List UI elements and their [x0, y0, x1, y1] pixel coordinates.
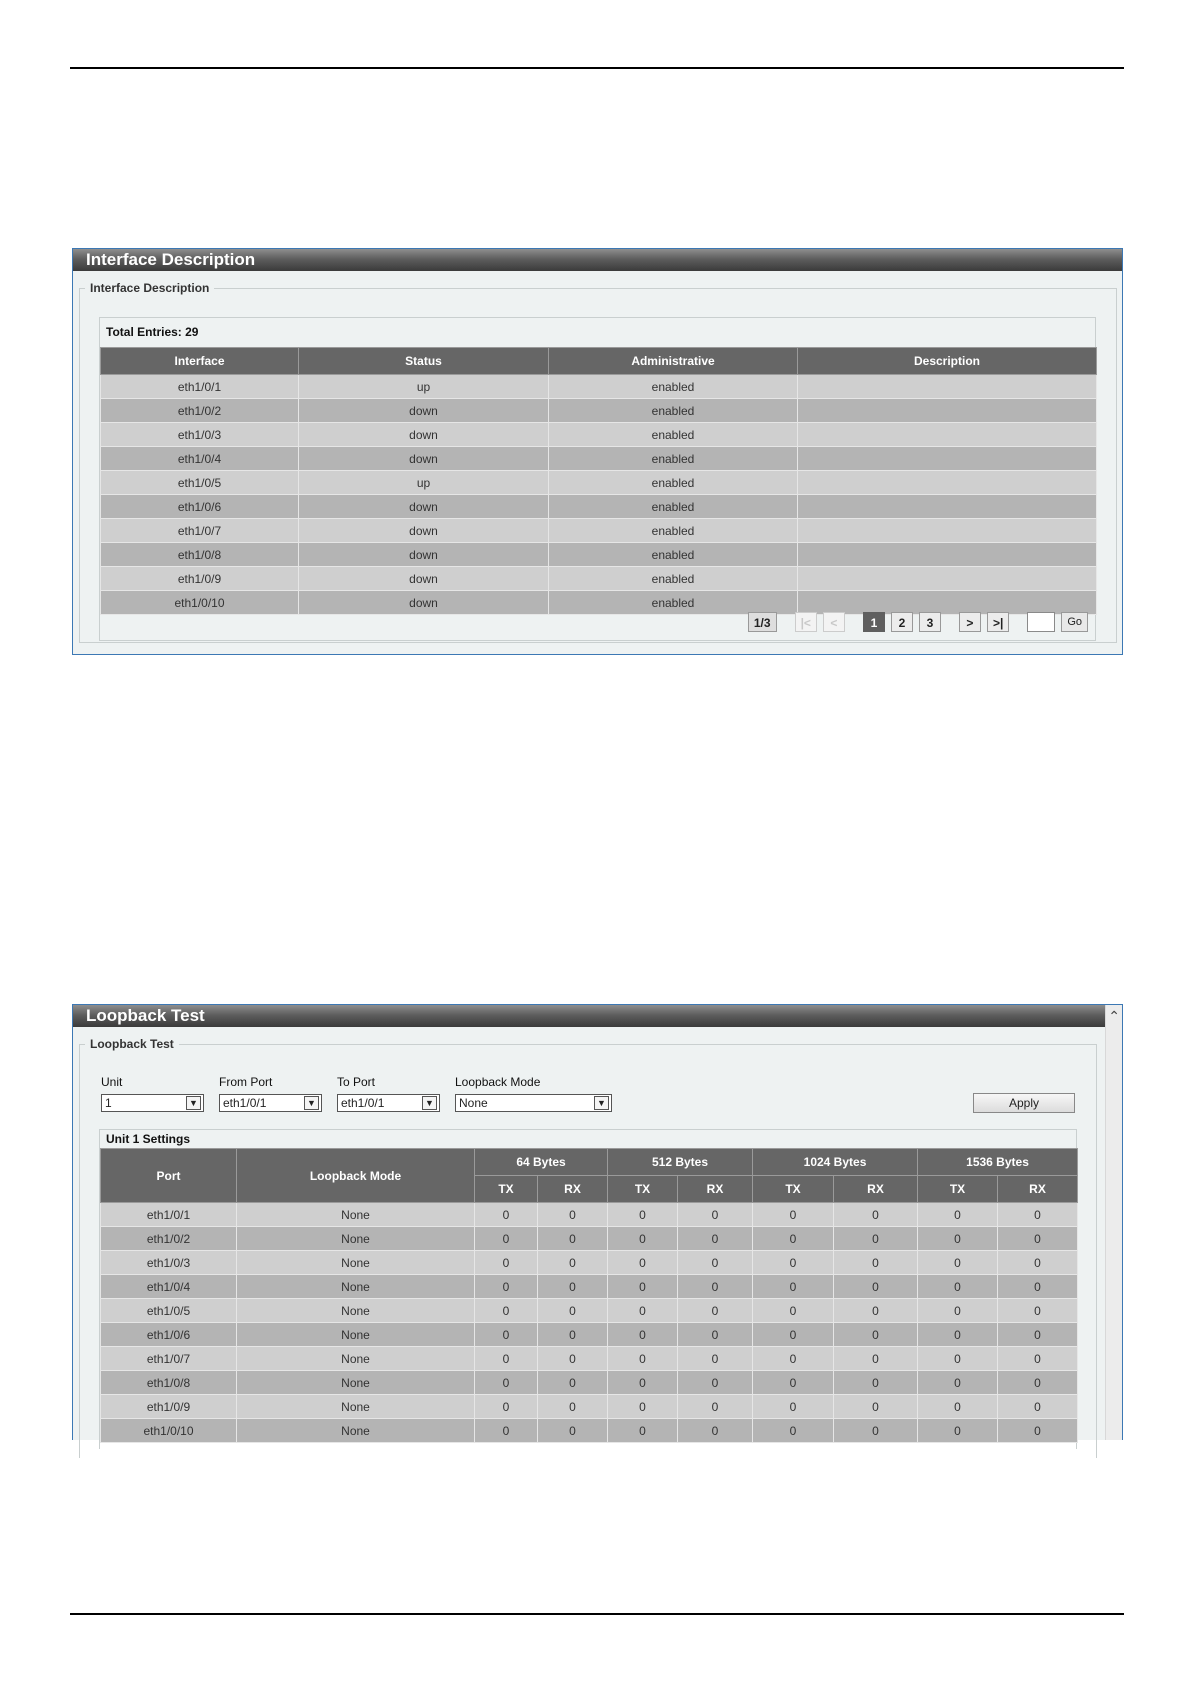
rx-1536-cell: 0: [998, 1419, 1078, 1443]
loopback-mode-select-value: None: [459, 1096, 488, 1110]
description-cell: [798, 543, 1097, 567]
group-header-1536-bytes: 1536 Bytes: [918, 1149, 1078, 1176]
port-cell: eth1/0/1: [101, 1203, 237, 1227]
interface-cell: eth1/0/3: [101, 423, 299, 447]
interface-cell: eth1/0/6: [101, 495, 299, 519]
administrative-cell: enabled: [549, 591, 798, 615]
tx-64-cell: 0: [475, 1347, 538, 1371]
pagination: [748, 612, 1088, 632]
tx-1536-cell: 0: [918, 1227, 998, 1251]
column-header-description: Description: [798, 348, 1097, 375]
loopback-mode-cell: None: [237, 1347, 475, 1371]
rx-1536-cell: 0: [998, 1299, 1078, 1323]
status-cell: down: [299, 519, 549, 543]
port-cell: eth1/0/4: [101, 1275, 237, 1299]
rx-512-cell: 0: [678, 1395, 753, 1419]
page-button-3[interactable]: 3: [919, 612, 941, 632]
total-entries: Total Entries: 29: [106, 325, 199, 339]
page-button-1[interactable]: 1: [863, 612, 885, 632]
tx-64-cell: 0: [475, 1419, 538, 1443]
loopback-mode-cell: None: [237, 1275, 475, 1299]
table-row: [101, 1323, 1078, 1347]
tx-512-cell: 0: [608, 1203, 678, 1227]
description-cell: [798, 591, 1097, 615]
to-port-select-value: eth1/0/1: [341, 1096, 385, 1110]
tx-512-cell: 0: [608, 1347, 678, 1371]
tx-1024-cell: 0: [753, 1299, 834, 1323]
description-cell: [798, 567, 1097, 591]
group-header-64-bytes: 64 Bytes: [475, 1149, 608, 1176]
page-info: 1/3: [748, 612, 777, 632]
table-row: [101, 1203, 1078, 1227]
unit-select-value: 1: [105, 1096, 112, 1110]
rx-1024-cell: 0: [834, 1395, 918, 1419]
port-cell: eth1/0/10: [101, 1419, 237, 1443]
status-cell: down: [299, 543, 549, 567]
apply-button[interactable]: Apply: [973, 1093, 1075, 1113]
tx-column-header: TX: [608, 1176, 678, 1203]
tx-64-cell: 0: [475, 1227, 538, 1251]
tx-1024-cell: 0: [753, 1251, 834, 1275]
administrative-cell: enabled: [549, 543, 798, 567]
loopback-mode-cell: None: [237, 1227, 475, 1251]
rx-1024-cell: 0: [834, 1203, 918, 1227]
tx-64-cell: 0: [475, 1299, 538, 1323]
administrative-cell: enabled: [549, 495, 798, 519]
unit-settings-box: [99, 1129, 1077, 1449]
loopback-mode-cell: None: [237, 1203, 475, 1227]
tx-column-header: TX: [475, 1176, 538, 1203]
panel-title: Interface Description: [73, 249, 1122, 271]
column-header-status: Status: [299, 348, 549, 375]
loopback-mode-select[interactable]: [455, 1094, 612, 1112]
status-cell: down: [299, 591, 549, 615]
table-row: [101, 1371, 1078, 1395]
tx-512-cell: 0: [608, 1227, 678, 1251]
table-row: [101, 399, 1097, 423]
rx-64-cell: 0: [538, 1227, 608, 1251]
to-port-select[interactable]: [337, 1094, 440, 1112]
rx-1024-cell: 0: [834, 1347, 918, 1371]
administrative-cell: enabled: [549, 471, 798, 495]
loopback-mode-label: Loopback Mode: [455, 1075, 541, 1089]
rx-512-cell: 0: [678, 1299, 753, 1323]
interface-cell: eth1/0/4: [101, 447, 299, 471]
rx-64-cell: 0: [538, 1251, 608, 1275]
tx-1024-cell: 0: [753, 1371, 834, 1395]
rx-1536-cell: 0: [998, 1347, 1078, 1371]
administrative-cell: enabled: [549, 375, 798, 399]
port-column-header: Port: [101, 1149, 237, 1203]
tx-512-cell: 0: [608, 1419, 678, 1443]
to-port-label: To Port: [337, 1075, 376, 1089]
unit-settings-label: Unit 1 Settings: [106, 1132, 191, 1146]
description-cell: [798, 519, 1097, 543]
chevron-up-icon[interactable]: ⌃: [1108, 1008, 1120, 1024]
tx-1024-cell: 0: [753, 1347, 834, 1371]
rx-1024-cell: 0: [834, 1371, 918, 1395]
loopback-mode-cell: None: [237, 1371, 475, 1395]
administrative-cell: enabled: [549, 519, 798, 543]
page-button-2[interactable]: 2: [891, 612, 913, 632]
tx-64-cell: 0: [475, 1323, 538, 1347]
description-cell: [798, 399, 1097, 423]
administrative-cell: enabled: [549, 567, 798, 591]
rx-512-cell: 0: [678, 1251, 753, 1275]
table-row: [101, 471, 1097, 495]
loopback-table: [100, 1148, 1078, 1443]
table-row: [101, 591, 1097, 615]
tx-column-header: TX: [918, 1176, 998, 1203]
page-number-input[interactable]: [1027, 612, 1055, 632]
tx-1536-cell: 0: [918, 1347, 998, 1371]
administrative-cell: enabled: [549, 399, 798, 423]
rx-512-cell: 0: [678, 1371, 753, 1395]
interface-table-box: [99, 317, 1096, 641]
port-cell: eth1/0/8: [101, 1371, 237, 1395]
tx-1536-cell: 0: [918, 1323, 998, 1347]
vertical-scrollbar[interactable]: [1105, 1005, 1122, 1440]
rx-1536-cell: 0: [998, 1227, 1078, 1251]
tx-64-cell: 0: [475, 1395, 538, 1419]
tx-1536-cell: 0: [918, 1275, 998, 1299]
rx-column-header: RX: [998, 1176, 1078, 1203]
table-row: [101, 1395, 1078, 1419]
tx-1536-cell: 0: [918, 1299, 998, 1323]
loopback-mode-cell: None: [237, 1419, 475, 1443]
table-row: [101, 567, 1097, 591]
loopback-mode-cell: None: [237, 1395, 475, 1419]
rx-512-cell: 0: [678, 1227, 753, 1251]
description-cell: [798, 375, 1097, 399]
page-top-rule: [70, 67, 1124, 69]
table-row: [101, 1275, 1078, 1299]
port-cell: eth1/0/7: [101, 1347, 237, 1371]
rx-512-cell: 0: [678, 1203, 753, 1227]
rx-1536-cell: 0: [998, 1371, 1078, 1395]
chevron-down-icon: ▼: [186, 1096, 201, 1110]
tx-1536-cell: 0: [918, 1395, 998, 1419]
interface-description-panel: [72, 248, 1123, 655]
tx-1536-cell: 0: [918, 1203, 998, 1227]
column-header-administrative: Administrative: [549, 348, 798, 375]
tx-column-header: TX: [753, 1176, 834, 1203]
tx-64-cell: 0: [475, 1203, 538, 1227]
table-row: [101, 375, 1097, 399]
tx-1536-cell: 0: [918, 1251, 998, 1275]
from-port-select-value: eth1/0/1: [223, 1096, 267, 1110]
rx-512-cell: 0: [678, 1323, 753, 1347]
page-bottom-rule: [70, 1613, 1124, 1615]
rx-64-cell: 0: [538, 1347, 608, 1371]
tx-512-cell: 0: [608, 1371, 678, 1395]
rx-1024-cell: 0: [834, 1227, 918, 1251]
tx-1536-cell: 0: [918, 1371, 998, 1395]
loopback-mode-cell: None: [237, 1323, 475, 1347]
status-cell: down: [299, 567, 549, 591]
tx-64-cell: 0: [475, 1275, 538, 1299]
last-page-button[interactable]: >|: [987, 612, 1009, 632]
column-header-interface: Interface: [101, 348, 299, 375]
go-button[interactable]: Go: [1061, 612, 1088, 632]
table-row: [101, 423, 1097, 447]
rx-column-header: RX: [538, 1176, 608, 1203]
table-row: [101, 519, 1097, 543]
port-cell: eth1/0/2: [101, 1227, 237, 1251]
table-row: [101, 1227, 1078, 1251]
unit-select[interactable]: [101, 1094, 204, 1112]
unit-label: Unit: [101, 1075, 123, 1089]
group-header-1024-bytes: 1024 Bytes: [753, 1149, 918, 1176]
description-cell: [798, 471, 1097, 495]
rx-1024-cell: 0: [834, 1251, 918, 1275]
rx-1536-cell: 0: [998, 1203, 1078, 1227]
rx-1536-cell: 0: [998, 1251, 1078, 1275]
next-page-button[interactable]: >: [959, 612, 981, 632]
tx-1024-cell: 0: [753, 1395, 834, 1419]
tx-1024-cell: 0: [753, 1323, 834, 1347]
chevron-down-icon: ▼: [594, 1096, 609, 1110]
tx-512-cell: 0: [608, 1395, 678, 1419]
status-cell: down: [299, 495, 549, 519]
rx-1024-cell: 0: [834, 1419, 918, 1443]
loopback-mode-cell: None: [237, 1299, 475, 1323]
interface-cell: eth1/0/10: [101, 591, 299, 615]
rx-1024-cell: 0: [834, 1323, 918, 1347]
table-row: [101, 495, 1097, 519]
administrative-cell: enabled: [549, 447, 798, 471]
port-cell: eth1/0/6: [101, 1323, 237, 1347]
from-port-label: From Port: [219, 1075, 273, 1089]
table-row: [101, 1347, 1078, 1371]
description-cell: [798, 495, 1097, 519]
from-port-select[interactable]: [219, 1094, 322, 1112]
rx-1024-cell: 0: [834, 1299, 918, 1323]
rx-1536-cell: 0: [998, 1275, 1078, 1299]
rx-64-cell: 0: [538, 1203, 608, 1227]
panel-title: Loopback Test: [73, 1005, 1106, 1027]
interface-cell: eth1/0/1: [101, 375, 299, 399]
status-cell: down: [299, 399, 549, 423]
tx-1536-cell: 0: [918, 1419, 998, 1443]
tx-512-cell: 0: [608, 1275, 678, 1299]
status-cell: down: [299, 423, 549, 447]
table-row: [101, 1419, 1078, 1443]
port-cell: eth1/0/3: [101, 1251, 237, 1275]
rx-512-cell: 0: [678, 1347, 753, 1371]
status-cell: up: [299, 471, 549, 495]
table-row: [101, 447, 1097, 471]
rx-column-header: RX: [834, 1176, 918, 1203]
rx-64-cell: 0: [538, 1419, 608, 1443]
port-cell: eth1/0/5: [101, 1299, 237, 1323]
rx-64-cell: 0: [538, 1275, 608, 1299]
prev-page-button[interactable]: <: [823, 612, 845, 632]
port-cell: eth1/0/9: [101, 1395, 237, 1419]
rx-64-cell: 0: [538, 1299, 608, 1323]
loopback-mode-column-header: Loopback Mode: [237, 1149, 475, 1203]
group-header-512-bytes: 512 Bytes: [608, 1149, 753, 1176]
rx-column-header: RX: [678, 1176, 753, 1203]
fieldset-legend: Interface Description: [90, 281, 210, 295]
status-cell: down: [299, 447, 549, 471]
interface-cell: eth1/0/5: [101, 471, 299, 495]
description-cell: [798, 423, 1097, 447]
interface-cell: eth1/0/9: [101, 567, 299, 591]
tx-1024-cell: 0: [753, 1227, 834, 1251]
tx-512-cell: 0: [608, 1299, 678, 1323]
table-row: [101, 1299, 1078, 1323]
rx-1536-cell: 0: [998, 1395, 1078, 1419]
first-page-button[interactable]: |<: [795, 612, 817, 632]
tx-64-cell: 0: [475, 1371, 538, 1395]
tx-1024-cell: 0: [753, 1419, 834, 1443]
tx-1024-cell: 0: [753, 1275, 834, 1299]
fieldset-legend: Loopback Test: [90, 1037, 174, 1051]
rx-64-cell: 0: [538, 1323, 608, 1347]
table-row: [101, 1251, 1078, 1275]
rx-512-cell: 0: [678, 1275, 753, 1299]
interface-cell: eth1/0/8: [101, 543, 299, 567]
chevron-down-icon: ▼: [422, 1096, 437, 1110]
rx-512-cell: 0: [678, 1419, 753, 1443]
administrative-cell: enabled: [549, 423, 798, 447]
status-cell: up: [299, 375, 549, 399]
tx-64-cell: 0: [475, 1251, 538, 1275]
rx-1536-cell: 0: [998, 1323, 1078, 1347]
rx-64-cell: 0: [538, 1371, 608, 1395]
rx-64-cell: 0: [538, 1395, 608, 1419]
interface-cell: eth1/0/7: [101, 519, 299, 543]
table-row: [101, 543, 1097, 567]
interface-table: [100, 347, 1097, 615]
tx-512-cell: 0: [608, 1251, 678, 1275]
tx-1024-cell: 0: [753, 1203, 834, 1227]
loopback-mode-cell: None: [237, 1251, 475, 1275]
chevron-down-icon: ▼: [304, 1096, 319, 1110]
rx-1024-cell: 0: [834, 1275, 918, 1299]
description-cell: [798, 447, 1097, 471]
interface-cell: eth1/0/2: [101, 399, 299, 423]
tx-512-cell: 0: [608, 1323, 678, 1347]
loopback-test-panel: [72, 1004, 1123, 1440]
